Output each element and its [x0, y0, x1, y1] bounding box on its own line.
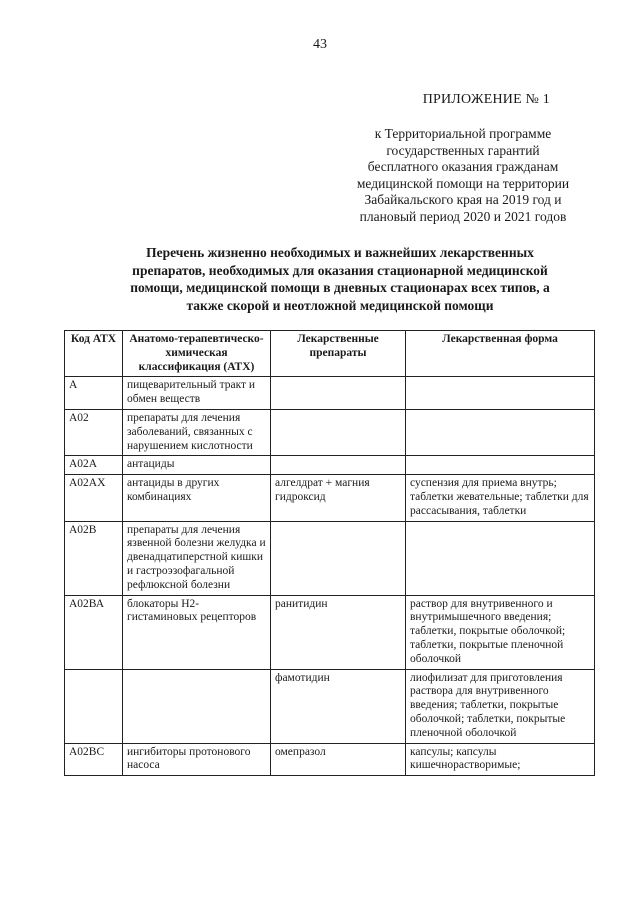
cell-drug: [271, 456, 406, 475]
cell-form: капсулы; капсулы кишечнорастворимые;: [406, 743, 595, 776]
appendix-subtitle-line: бесплатного оказания гражданам: [367, 159, 559, 175]
cell-form: [406, 377, 595, 410]
cell-code: А02АХ: [65, 475, 123, 521]
cell-code: [65, 669, 123, 743]
table-row: [65, 377, 595, 410]
header-code: Код АТХ: [65, 331, 123, 377]
cell-classification: антациды: [123, 456, 271, 475]
cell-drug: фамотидин: [271, 669, 406, 743]
document-title-line: Перечень жизненно необходимых и важнейших лекарственных: [146, 245, 534, 260]
cell-code: А: [65, 377, 123, 410]
document-title-line: также скорой и неотложной медицинской помощи: [186, 297, 494, 313]
cell-classification: препараты для лечения язвенной болезни желудка и двенадцатиперстной кишки и гастроэзофагальной рефлюксной болезни: [123, 521, 271, 595]
table-row: [65, 456, 595, 475]
document-title-line: препаратов, необходимых для оказания стационарной медицинской: [132, 262, 548, 278]
header-drug: Лекарственные препараты: [271, 331, 406, 377]
drug-list-table: [64, 330, 595, 776]
table-row: [65, 595, 595, 669]
cell-classification: пищеварительный тракт и обмен веществ: [123, 377, 271, 410]
cell-classification: антациды в других комбинациях: [123, 475, 271, 521]
cell-classification: [123, 669, 271, 743]
page-number: 43: [313, 37, 327, 52]
table-header-row: [65, 331, 595, 377]
appendix-subtitle-line: к Территориальной программе: [374, 126, 552, 141]
cell-form: [406, 456, 595, 475]
cell-form: [406, 409, 595, 455]
cell-form: лиофилизат для приготовления раствора для внутривенного введения; таблетки, покрытые оболочкой; таблетки, покрытые пленочной оболочкой: [406, 669, 595, 743]
appendix-subtitle-line: Забайкальского края на 2019 год и: [364, 192, 562, 208]
appendix-subtitle: [338, 126, 588, 226]
cell-drug: [271, 409, 406, 455]
appendix-subtitle-line: плановый период 2020 и 2021 годов: [359, 208, 567, 224]
cell-classification: ингибиторы протонового насоса: [123, 743, 271, 776]
appendix-subtitle-line: государственных гарантий: [386, 142, 540, 158]
cell-form: [406, 521, 595, 595]
cell-drug: ранитидин: [271, 595, 406, 669]
table-row: [65, 409, 595, 455]
cell-drug: омепразол: [271, 743, 406, 776]
cell-code: А02ВС: [65, 743, 123, 776]
cell-form: суспензия для приема внутрь; таблетки жевательные; таблетки для рассасывания, таблетки: [406, 475, 595, 521]
cell-drug: алгелдрат + магния гидроксид: [271, 475, 406, 521]
table-row: [65, 743, 595, 776]
table-row: [65, 521, 595, 595]
cell-code: А02А: [65, 456, 123, 475]
cell-code: А02: [65, 409, 123, 455]
header-form: Лекарственная форма: [406, 331, 595, 377]
cell-classification: препараты для лечения заболеваний, связанных с нарушением кислотности: [123, 409, 271, 455]
cell-drug: [271, 521, 406, 595]
document-title-line: помощи, медицинской помощи в дневных стационарах всех типов, а: [130, 280, 550, 295]
cell-classification: блокаторы Н2-гистаминовых рецепторов: [123, 595, 271, 669]
appendix-subtitle-line: медицинской помощи на территории: [356, 175, 570, 191]
cell-code: А02В: [65, 521, 123, 595]
cell-form: раствор для внутривенного и внутримышечного введения; таблетки, покрытые оболочкой; таблетки, покрытые пленочной оболочкой: [406, 595, 595, 669]
appendix-title: ПРИЛОЖЕНИЕ № 1: [422, 92, 550, 107]
cell-code: А02ВА: [65, 595, 123, 669]
cell-drug: [271, 377, 406, 410]
header-classification: Анатомо-терапевтическо-химическая классификация (АТХ): [123, 331, 271, 377]
table-row: [65, 669, 595, 743]
table-row: [65, 475, 595, 521]
document-title: [70, 244, 610, 314]
